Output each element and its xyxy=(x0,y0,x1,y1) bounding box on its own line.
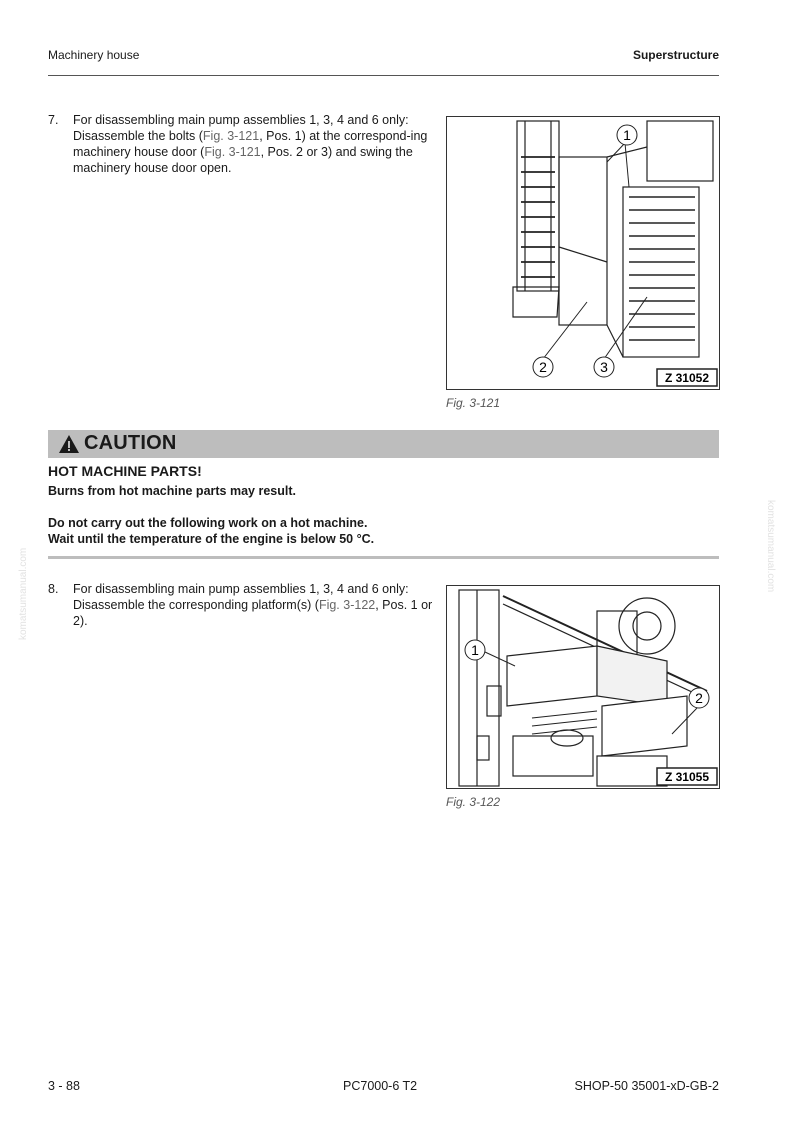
figure-reference-link[interactable]: Fig. 3-121 xyxy=(204,145,261,159)
step-text xyxy=(73,581,438,629)
figure-code: Z 31052 xyxy=(664,371,710,385)
step-number: 7. xyxy=(48,113,59,127)
caution-rule xyxy=(48,556,719,559)
warning-triangle-icon xyxy=(58,434,80,454)
callout-2-label: 2 xyxy=(539,359,547,375)
step-text-part: , Pos. 1) at the correspond-ing machinery house door ( xyxy=(73,129,428,159)
callout-2-label: 2 xyxy=(695,690,703,706)
step-7 xyxy=(48,112,443,182)
header-chapter: Superstructure xyxy=(632,48,719,62)
step-number: 8. xyxy=(48,582,59,596)
caution-line: Do not carry out the following work on a hot machine. xyxy=(48,516,368,530)
callout-3-label: 3 xyxy=(600,359,608,375)
machinery-door-illustration xyxy=(447,117,719,389)
figure-caption: Fig. 3-121 xyxy=(446,396,501,410)
figure-caption: Fig. 3-122 xyxy=(446,795,501,809)
step-text xyxy=(73,112,438,176)
caution-line: Burns from hot machine parts may result. xyxy=(48,484,296,498)
figure-3-121 xyxy=(446,116,720,390)
figure-code: Z 31055 xyxy=(664,770,710,784)
caution-heading: HOT MACHINE PARTS! xyxy=(48,463,202,479)
step-text-part: , Pos. 1 or 2). xyxy=(73,598,433,628)
figure-reference-link[interactable]: Fig. 3-122 xyxy=(318,598,376,612)
caution-label: CAUTION xyxy=(84,432,177,454)
caution-title xyxy=(58,432,177,455)
step-text-part: For disassembling main pump assemblies 1, 3, 4 and 6 only: Disassemble the bolts ( xyxy=(73,113,409,143)
header-rule xyxy=(48,75,719,76)
footer-model: PC7000-6 T2 xyxy=(343,1079,418,1093)
footer-document-id: SHOP-50 35001-xD-GB-2 xyxy=(574,1079,719,1093)
watermark-right: komatsumanual.com xyxy=(765,500,776,593)
platform-illustration xyxy=(447,586,719,788)
header-section: Machinery house xyxy=(48,48,140,62)
footer-page-number: 3 - 88 xyxy=(48,1079,80,1093)
figure-3-122 xyxy=(446,585,720,789)
watermark-left: komatsumanual.com xyxy=(18,547,29,640)
callout-1-label: 1 xyxy=(471,642,479,658)
step-8 xyxy=(48,581,443,633)
step-text-part: For disassembling main pump assemblies 1, 3, 4 and 6 only: Disassemble the corresponding platform(s) ( xyxy=(73,582,409,612)
caution-line: Wait until the temperature of the engine is below 50 °C. xyxy=(48,532,375,546)
step-text-part: , Pos. 2 or 3) and swing the machinery house door open. xyxy=(73,145,413,175)
figure-reference-link[interactable]: Fig. 3-121 xyxy=(202,129,260,143)
callout-1-label: 1 xyxy=(623,127,631,143)
